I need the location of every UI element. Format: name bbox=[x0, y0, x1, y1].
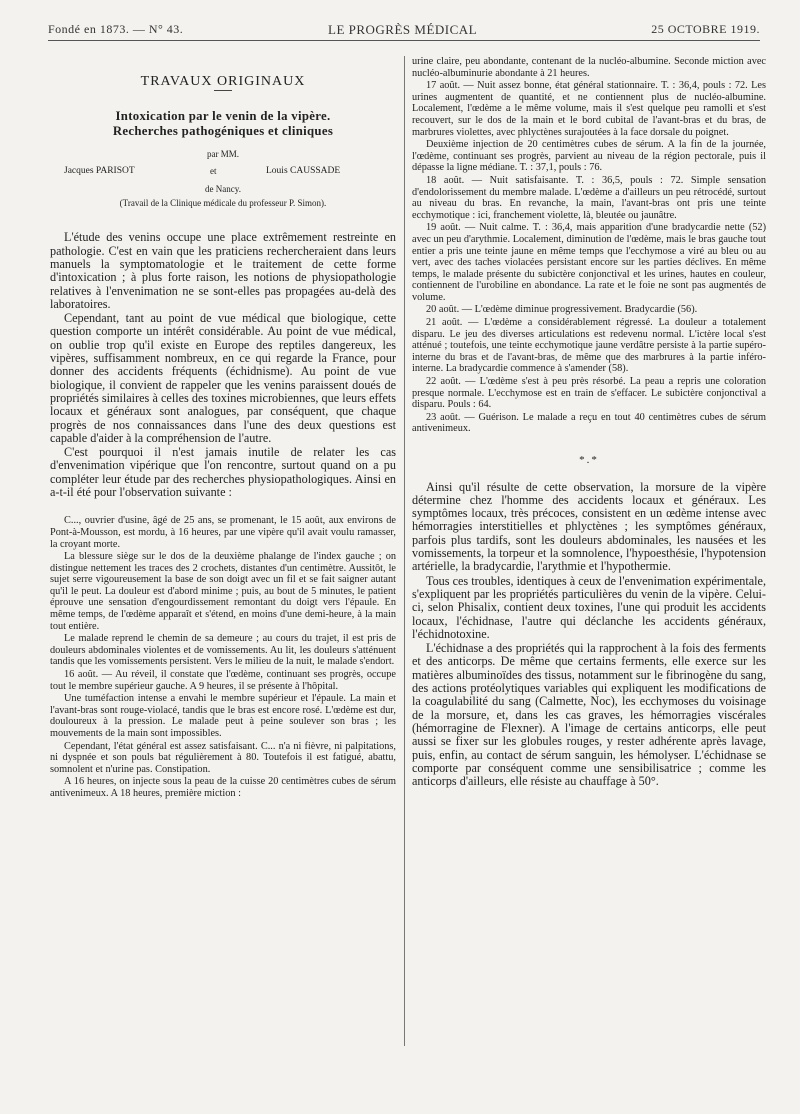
introduction bbox=[50, 231, 396, 499]
discussion-paragraph: Ainsi qu'il résulte de cette observation, la morsure de la vipère détermine chez l'homme des accidents locaux et généraux. Les symptômes locaux, très précoces, consistent en un œdème intense avec hémorragies interstitielles et phlyctènes ; les symptômes généraux, parfois plus tardifs, sont les douleurs abdominales, les nausées et les vomissements, la torpeur et la somnolence, l'hypoesthésie, l'hypotension artérielle, la bradycardie, l'arythmie et l'hypothermie. bbox=[412, 479, 766, 574]
observation-paragraph: 17 août. — Nuit assez bonne, état général stationnaire. T. : 36,4, pouls : 72. Les urines augmentent de quantité, et ne contiennent plus de nucléo-albumine. Localement, l'œdème a le même volume, mais il s'est quelque peu ramolli et s'est recouvert, sur le dos de la main et le bord cubital de l'avant-bras et du bras, de marbrures violettes, avec phlyctènes surajoutées à la face dorsale du poignet. bbox=[412, 80, 766, 138]
discussion-paragraph: L'échidnase a des propriétés qui la rapprochent à la fois des ferments et des anticorps. De même que certains ferments, elle exerce sur les matières albuminoïdes des tissus, notamment sur le fibrinogène du sang, des actions protéolytiques variables qui expliquent les modifications de la coagulabilité du sang (Calmette, Noc), les ecchymoses du voisinage de la morsure, et, dans les cas graves, les hémorragies viscérales (hémorragine de Flexner). A l'image de certains anticorps, elle peut aussi se fixer sur les globules rouges, y rester adhérente après lavage, puis, enfin, au contact de sérum sanguin, les hémolyser. L'échidnase se comporte par conséquent comme une sensibilisatrice ; comme les anticorps d'ailleurs, elle résiste au chauffage à 50°. bbox=[412, 641, 766, 789]
byline: par MM. bbox=[207, 148, 239, 159]
observation-paragraph: urine claire, peu abondante, contenant de la nucléo-albumine. Seconde miction avec nucléo-albuminurie abondante à 21 heures. bbox=[412, 56, 766, 79]
journal-title: LE PROGRÈS MÉDICAL bbox=[328, 22, 478, 37]
asterism-separator: *.* bbox=[579, 454, 599, 466]
header-rule bbox=[48, 40, 760, 41]
article-title bbox=[50, 109, 396, 139]
section-heading: TRAVAUX ORIGINAUX bbox=[140, 74, 306, 89]
column-rule bbox=[404, 56, 405, 1046]
observation-paragraph: Le malade reprend le chemin de sa demeure ; au cours du trajet, il est pris de douleurs abdominales violentes et de vomissements. Au lit, les douleurs s'atténuent tandis que les vomissements persistent. Vers le milieu de la nuit, le malade s'endort. bbox=[50, 633, 396, 668]
left-column bbox=[50, 64, 396, 801]
observation-paragraph: C..., ouvrier d'usine, âgé de 25 ans, se promenant, le 15 août, aux environs de Pont-à-Mousson, est mordu, à 16 heures, par une vipère qu'il avait voulu ramasser, la croyant morte. bbox=[50, 515, 396, 550]
article-title-line1: Intoxication par le venin de la vipère. bbox=[115, 108, 331, 123]
section-rule bbox=[214, 90, 232, 91]
observation-paragraph: 22 août. — L'œdème s'est à peu près résorbé. La peau a repris une coloration presque normale. L'ecchymose est en train de s'effacer. Le subictère conjonctival a disparu. Pouls : 64. bbox=[412, 376, 766, 411]
observation-right bbox=[412, 56, 766, 435]
intro-paragraph: Cependant, tant au point de vue médical que biologique, cette question comporte un intérêt considérable. Au point de vue médical, on oublie trop qu'il existe en Europe des reptiles dangereux, les vipères, suffisamment nombreux, en ce qui regarde la France, pour donner des accidents fréquents (échidnisme). Au point de vue biologique, il convient de rappeler que les venins paraissent doués de propriétés similaires à celles des toxines microbiennes, que leurs effets locaux et généraux sont analogues, par conséquent, que chaque progrès de nos connaissances dans l'une des deux questions est capable d'aider à la compréhension de l'autre. bbox=[50, 311, 396, 445]
intro-paragraph: C'est pourquoi il n'est jamais inutile de relater les cas d'envenimation vipérique que l'on rencontre, surtout quand on a pu compléter leur étude par des recherches physiopathologiques. Ainsi en a-t-il été pour l'observation suivante : bbox=[50, 445, 396, 500]
author-caussade: Louis CAUSSADE bbox=[266, 166, 341, 177]
issue-date: 25 OCTOBRE 1919. bbox=[651, 22, 760, 36]
observation-paragraph: 21 août. — L'œdème a considérablement régressé. La douleur a totalement disparu. Le jeu des diverses articulations est redevenu normal. L'ictère local s'est atténué ; toutefois, une teinte ecchymotique jaune verdâtre persiste à la partie supéro-interne du bras et de l'avant-bras, de même que des marbrures à la partie inféro-interne. La bradycardie commence à s'amender (58). bbox=[412, 317, 766, 375]
authors bbox=[50, 166, 396, 180]
author-conjunction: et bbox=[210, 166, 217, 177]
page-header bbox=[48, 22, 760, 40]
observation-paragraph: 20 août. — L'œdème diminue progressivement. Bradycardie (56). bbox=[426, 304, 698, 316]
observation-paragraph: 23 août. — Guérison. Le malade a reçu en tout 40 centimètres cubes de sérum antivenimeux. bbox=[412, 411, 766, 435]
discussion bbox=[412, 481, 766, 789]
observation-paragraph: 18 août. — Nuit satisfaisante. T. : 36,5, pouls : 72. Simple sensation d'endolorissement du membre malade. L'œdème a d'ailleurs un peu rétrocédé, surtout au niveau du bras. En revanche, la main, l'avant-bras ont pris une teinte ecchymotique : ici, franchement violette, là, bleutée ou jaunâtre. bbox=[412, 174, 766, 221]
article-title-line2: Recherches pathogéniques et cliniques bbox=[112, 123, 334, 138]
observation-left bbox=[50, 515, 396, 799]
intro-paragraph: L'étude des venins occupe une place extrêmement restreinte en pathologie. C'est en vain que les praticiens rechercheraient dans leurs manuels la symptomatologie et le traitement de cette forme d'intoxication ; à plus forte raison, les notions de physiopathologie relatives à l'envenimation ne se sont-elles pas propagées au-delà des laboratoires. bbox=[50, 230, 396, 311]
discussion-paragraph: Tous ces troubles, identiques à ceux de l'envenimation expérimentale, s'expliquent par les propriétés particulières du venin de la vipère. Celui-ci, selon Phisalix, contient deux toxines, l'une qui produit les accidents locaux, l'échidnase, l'autre qui déclanche les accidents généraux, l'échidnotoxine. bbox=[412, 573, 766, 641]
observation-paragraph: Deuxième injection de 20 centimètres cubes de sérum. A la fin de la journée, l'œdème, continuant ses progrès, parvient au niveau de la région pectorale, puis il dépasse la ligne médiane. T. : 37,1, pouls : 76. bbox=[412, 139, 766, 174]
author-parisot: Jacques PARISOT bbox=[64, 166, 135, 177]
observation-paragraph: La blessure siège sur le dos de la deuxième phalange de l'index gauche ; on distingue nettement les traces des 2 crochets, distantes d'un centimètre. Aussitôt, le sujet serre vigoureusement la base de son doigt avec un fil et se fait saigner autant qu'il le peut. La douleur est d'abord minime ; puis, au bout de 5 minutes, le patient éprouve une sensation d'engourdissement remontant du doigt vers l'épaule. En même temps, de l'œdème apparaît et s'étend, en moins d'une demi-heure, à la main tout entière. bbox=[50, 551, 396, 632]
observation-paragraph: Une tuméfaction intense a envahi le membre supérieur et l'épaule. La main et l'avant-bras sont rouge-violacé, tandis que le bras est encore rosé. L'œdème est dur, douloureux à la pression. Le malade peut à peine soulever son bras ; les mouvements de la main sont impossibles. bbox=[50, 693, 396, 739]
observation-paragraph: 16 août. — Au réveil, il constate que l'œdème, continuant ses progrès, occupe tout le membre supérieur gauche. A 9 heures, il se présente à l'hôpital. bbox=[50, 669, 396, 692]
observation-paragraph: A 16 heures, on injecte sous la peau de la cuisse 20 centimètres cubes de sérum antivenimeux. A 18 heures, première miction : bbox=[50, 776, 396, 799]
affiliation: (Travail de la Clinique médicale du professeur P. Simon). bbox=[119, 197, 327, 208]
header-founded: Fondé en 1873. — N° 43. bbox=[48, 22, 184, 36]
observation-paragraph: 19 août. — Nuit calme. T. : 36,4, mais apparition d'une bradycardie nette (52) avec un peu d'arythmie. Localement, diminution de l'œdème, mais le bras gauche tout entier a pris une teinte jaune en même temps que l'ecchymose a viré au bleu ou au vert, avec des taches violacées persistant encore sur les parties déclives. En même temps, le malade présente du subictère conjonctival et les urines, hautes en couleur, contiennent de l'urobiline en abondance. La rate et le foie ne sont pas augmentés de volume. bbox=[412, 222, 766, 303]
right-column bbox=[412, 56, 766, 789]
author-place: de Nancy. bbox=[205, 184, 241, 195]
observation-paragraph: Cependant, l'état général est assez satisfaisant. C... n'a ni fièvre, ni palpitations, ni dyspnée et son pouls bat régulièrement à 80. Toutefois il est fatigué, abattu, somnolent et n'urine pas. Constipation. bbox=[50, 740, 396, 775]
